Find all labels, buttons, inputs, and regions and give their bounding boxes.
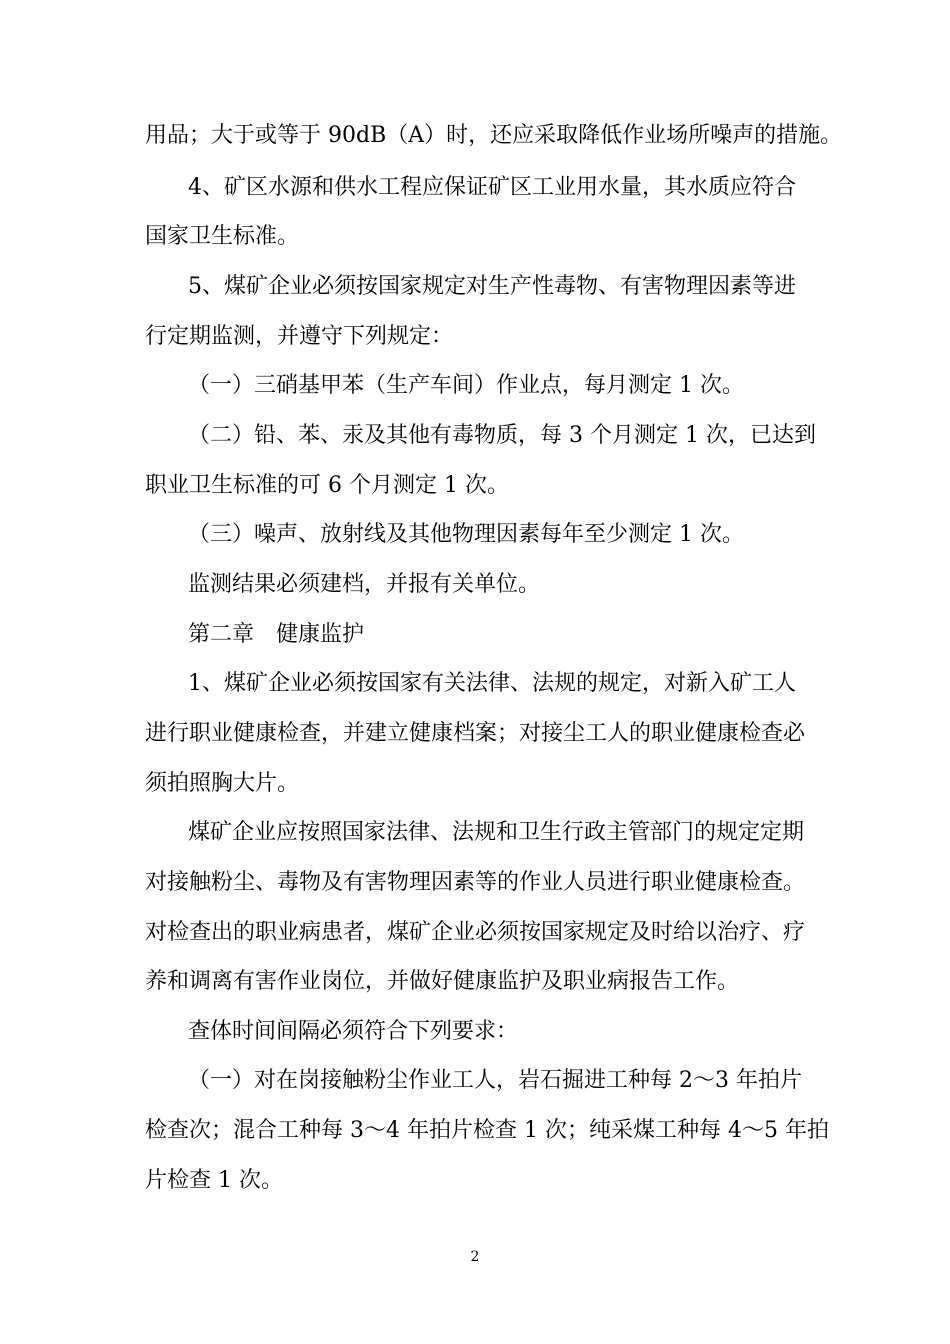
text-line-17: 对检查出的职业病患者，煤矿企业必须按国家规定及时给以治疗、疗 <box>145 920 806 945</box>
text-line-8: 职业卫生标准的可 6 个月测定 1 次。 <box>145 473 509 498</box>
chapter-heading: 第二章 健康监护 <box>188 622 365 647</box>
text-line-5: 行定期监测，并遵守下列规定： <box>145 324 454 349</box>
text-line-20: （一）对在岗接触粉尘作业工人，岩石掘进工种每 2～3 年拍片 <box>188 1068 802 1093</box>
text-line-13: 进行职业健康检查，并建立健康档案；对接尘工人的职业健康检查必 <box>145 721 806 746</box>
text-line-7: （二）铅、苯、汞及其他有毒物质，每 3 个月测定 1 次，已达到 <box>188 423 816 448</box>
text-line-4: 5、煤矿企业必须按国家规定对生产性毒物、有害物理因素等进 <box>188 274 796 299</box>
text-line-12: 1、煤矿企业必须按国家有关法律、法规的规定，对新入矿工人 <box>188 671 796 696</box>
text-line-16: 对接触粉尘、毒物及有害物理因素等的作业人员进行职业健康检查。 <box>145 870 806 895</box>
text-line-18: 养和调离有害作业岗位，并做好健康监护及职业病报告工作。 <box>145 969 740 994</box>
text-line-6: （一）三硝基甲苯（生产车间）作业点，每月测定 1 次。 <box>188 373 744 398</box>
text-line-10: 监测结果必须建档，并报有关单位。 <box>188 572 541 597</box>
text-line-9: （三）噪声、放射线及其他物理因素每年至少测定 1 次。 <box>188 522 744 547</box>
text-line-3: 国家卫生标准。 <box>145 224 300 249</box>
text-line-19: 查体时间间隔必须符合下列要求： <box>188 1019 519 1044</box>
page-number: 2 <box>470 1249 480 1265</box>
text-line-1: 用品；大于或等于 90dB（A）时，还应采取降低作业场所噪声的措施。 <box>145 123 843 148</box>
text-line-14: 须拍照胸大片。 <box>145 771 300 796</box>
text-line-21: 检查次；混合工种每 3～4 年拍片检查 1 次；纯采煤工种每 4～5 年拍 <box>145 1118 829 1143</box>
text-line-22: 片检查 1 次。 <box>145 1168 283 1193</box>
text-line-2: 4、矿区水源和供水工程应保证矿区工业用水量，其水质应符合 <box>188 175 796 200</box>
text-line-15: 煤矿企业应按照国家法律、法规和卫生行政主管部门的规定定期 <box>188 820 805 845</box>
